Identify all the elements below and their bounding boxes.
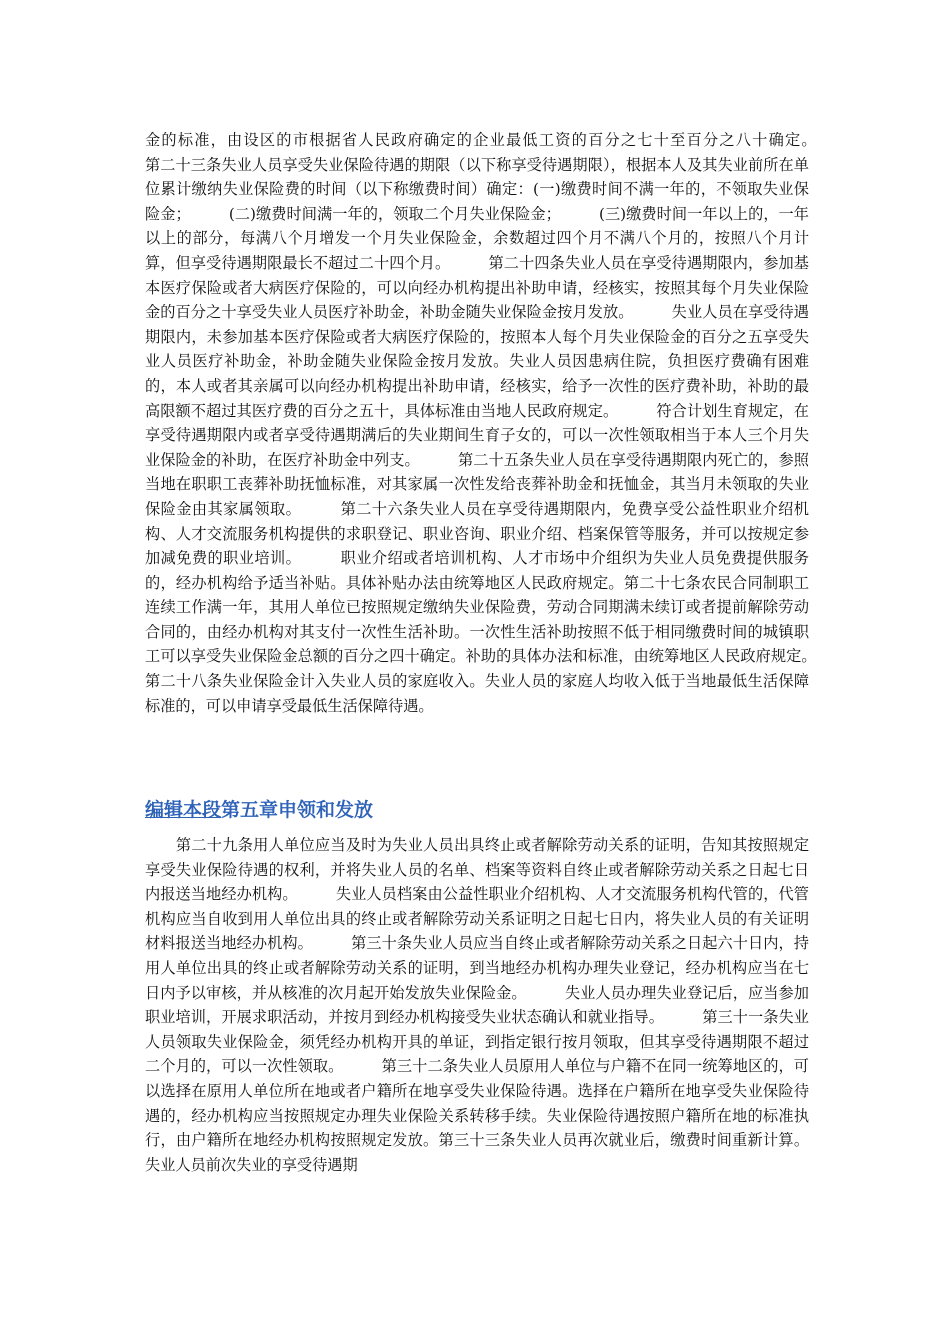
section-heading bbox=[145, 797, 373, 823]
section-title: 第五章申领和发放 bbox=[221, 799, 374, 821]
edit-section-link[interactable]: 编辑本段 bbox=[145, 799, 222, 821]
body-paragraph: 第二十九条用人单位应当及时为失业人员出具终止或者解除劳动关系的证明，告知其按照规定享受失业保险待遇的权利，并将失业人员的名单、档案等资料自终止或者解除劳动关系之日起七日内报送当地经办机构。 失业人员档案由公益性职业介绍机构、人才交流服务机构代管的，代管机构应当自收到用人单位出具的终止或者解除劳动关系证明之日起七日内，将失业人员的有关证明材料报送当地经办机构。 第三十条失业人员应当自终止或者解除劳动关系之日起六十日内，持用人单位出具的终止或者解除劳动关系的证明，到当地经办机构办理失业登记，经办机构应当在七日内予以审核，并从核准的次月起开始发放失业保险金。 失业人员办理失业登记后，应当参加职业培训，开展求职活动，并按月到经办机构接受失业状态确认和就业指导。 第三十一条失业人员领取失业保险金，须凭经办机构开具的单证，到指定银行按月领取，但其享受待遇期限不超过二个月的，可以一次性领取。 第三十二条失业人员原用人单位与户籍不在同一统筹地区的，可以选择在原用人单位所在地或者户籍所在地享受失业保险待遇。选择在户籍所在地享受失业保险待遇的，经办机构应当按照规定办理失业保险关系转移手续。失业保险待遇按照户籍所在地的标准执行，由户籍所在地经办机构按照规定发放。第三十三条失业人员再次就业后，缴费时间重新计算。失业人员前次失业的享受待遇期 bbox=[145, 836, 809, 1174]
body-paragraph: 金的标准，由设区的市根据省人民政府确定的企业最低工资的百分之七十至百分之八十确定。 第二十三条失业人员享受失业保险待遇的期限（以下称享受待遇期限），根据本人及其失业前所在单位累计缴纳失业保险费的时间（以下称缴费时间）确定：(一)缴费时间不满一年的，不领取失业保险金； (二)缴费时间满一年的，领取二个月失业保险金； (三)缴费时间一年以上的，一年以上的部分，每满八个月增发一个月失业保险金，余数超过四个月不满八个月的，按照八个月计算，但享受待遇期限最长不超过二十四个月。 第二十四条失业人员在享受待遇期限内，参加基本医疗保险或者大病医疗保险的，可以向经办机构提出补助申请，经核实，按照其每个月失业保险金的百分之十享受失业人员医疗补助金，补助金随失业保险金按月发放。 失业人员在享受待遇期限内，未参加基本医疗保险或者大病医疗保险的，按照本人每个月失业保险金的百分之五享受失业人员医疗补助金，补助金随失业保险金按月发放。失业人员因患病住院，负担医疗费确有困难的，本人或者其亲属可以向经办机构提出补助申请，经核实，给予一次性的医疗费补助，补助的最高限额不超过其医疗费的百分之五十，具体标准由当地人民政府规定。 符合计划生育规定，在享受待遇期限内或者享受待遇期满后的失业期间生育子女的，可以一次性领取相当于本人三个月失业保险金的补助，在医疗补助金中列支。 第二十五条失业人员在享受待遇期限内死亡的，参照当地在职职工丧葬补助抚恤标准，对其家属一次性发给丧葬补助金和抚恤金，其当月未领取的失业保险金由其家属领取。 第二十六条失业人员在享受待遇期限内，免费享受公益性职业介绍机构、人才交流服务机构提供的求职登记、职业咨询、职业介绍、档案保管等服务，并可以按规定参加减免费的职业培训。 职业介绍或者培训机构、人才市场中介组织为失业人员免费提供服务的，经办机构给予适当补贴。具体补贴办法由统筹地区人民政府规定。第二十七条农民合同制职工连续工作满一年，其用人单位已按照规定缴纳失业保险费，劳动合同期满未续订或者提前解除劳动合同的，由经办机构对其支付一次性生活补助。一次性生活补助按照不低于相同缴费时间的城镇职工可以享受失业保险金总额的百分之四十确定。补助的具体办法和标准，由统筹地区人民政府规定。 第二十八条失业保险金计入失业人员的家庭收入。失业人员的家庭人均收入低于当地最低生活保障标准的，可以申请享受最低生活保障待遇。 bbox=[145, 131, 855, 715]
